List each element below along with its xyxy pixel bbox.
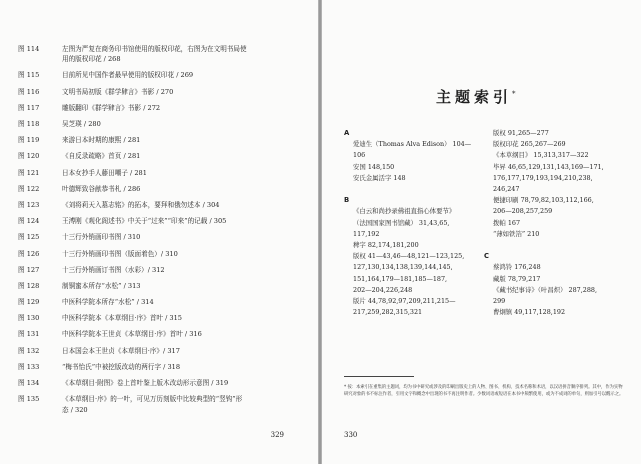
index-entry-line: “薄如铁箔” 210 <box>493 229 540 238</box>
index-section-letter: C <box>484 252 489 261</box>
figure-caption-line: 日本女抄手人藤田嘲子 / 281 <box>62 168 147 177</box>
figure-caption <box>62 70 304 80</box>
index-entry <box>484 195 624 217</box>
index-entry <box>344 296 494 318</box>
index-spacer <box>344 184 494 195</box>
index-entry-line: 127,130,134,138,139,144,145, <box>353 263 453 272</box>
figure-caption <box>62 297 304 307</box>
figure-list-item <box>18 184 304 194</box>
figure-number: 图 123 <box>18 200 40 209</box>
figure-caption-line: 中医科学院本《本草纲目·序》首叶 / 315 <box>62 314 183 323</box>
figure-caption <box>62 184 304 194</box>
figure-caption-line: 王溥刚《观化阁述书》中关于“过来”“印来”的记载 / 305 <box>62 217 227 226</box>
index-entry-line: 202—204,226,248 <box>353 285 413 294</box>
index-column-right <box>484 128 624 318</box>
index-entry-line: 《藏书纪事诗》（叶昌炽） 287,288, <box>493 285 597 294</box>
figure-caption <box>62 346 304 356</box>
figure-caption-line: 目前所见中国作者最早使用的版权印花 / 269 <box>62 71 194 80</box>
index-entry <box>484 139 624 150</box>
index-entry <box>484 274 624 285</box>
index-section-letter: A <box>344 129 350 137</box>
index-section-letter: B <box>344 196 350 205</box>
index-entry-line: 206—208,257,259 <box>493 207 553 216</box>
figure-caption-line: 《刘将莉天入墓志铭》的拓本，要拜和俄勿述本 / 304 <box>62 200 220 209</box>
figure-number: 图 133 <box>18 362 40 371</box>
index-entry-line: 版片 44,78,92,97,209,211,215— <box>353 297 456 306</box>
figure-list-item <box>18 329 304 339</box>
figure-list-item <box>18 216 304 226</box>
figure-caption <box>62 103 304 113</box>
right-page-number: 330 <box>344 431 358 439</box>
index-entry <box>484 285 624 307</box>
figure-number: 图 132 <box>18 346 40 355</box>
figure-number: 图 135 <box>18 395 40 404</box>
index-entry-line: 安国 148,150 <box>353 162 395 171</box>
figure-number: 图 116 <box>18 87 40 96</box>
figure-number: 图 117 <box>18 103 40 112</box>
figure-list-item <box>18 346 304 356</box>
figure-number: 图 119 <box>18 136 40 145</box>
figure-caption-line: “梅书怡氏”中被挖版改动的两行字 / 318 <box>62 362 181 371</box>
index-column-left <box>344 128 494 318</box>
figure-caption <box>62 135 304 145</box>
figure-caption-line: 来游日本时期的康熙 / 281 <box>62 136 141 145</box>
figure-caption-line: 日本国会本王世贞《本草纲目·序》/ 317 <box>62 346 180 355</box>
index-entry-line: 稗字 82,174,181,200 <box>353 241 419 250</box>
index-entry <box>484 162 624 196</box>
index-title-mark: * <box>512 90 516 98</box>
left-page <box>0 0 318 464</box>
index-entry <box>344 240 494 251</box>
figure-caption <box>62 378 304 388</box>
figure-caption <box>62 168 304 178</box>
figure-caption <box>62 200 304 210</box>
index-title <box>436 86 516 107</box>
figure-caption <box>62 119 304 129</box>
index-entry <box>344 251 494 296</box>
figure-number: 图 131 <box>18 330 40 339</box>
figure-list-item <box>18 70 304 80</box>
figure-list-item <box>18 87 304 97</box>
figure-list-item <box>18 103 304 113</box>
figure-caption-line: 《本草纲目·序》的一叶，可见万历刻版中比较典型的“竖钩”形 <box>62 395 243 404</box>
index-entry-line: 安氏金属活字 148 <box>353 173 406 182</box>
figure-caption-line: 制铜蜜本所存“水松” / 313 <box>62 281 141 290</box>
footnote: * 按：本索引在重集的主题词，均为书中研究或涉及的印刷出版史上的人物、图书、机构、技术名称和术语，以汉语拼音顺序排列。其中，作为实物研究对象的书不标注作者，引用文字和概念中出现的书不再注明作者。少数词语或短语在本书中频繁使用，或为不成词的单句，则加引号以醒示之。 <box>344 385 624 398</box>
index-entry <box>484 218 624 229</box>
figure-number: 图 128 <box>18 281 40 290</box>
index-entry-line: 版权 41—43,46—48,121—123,125, <box>353 252 465 261</box>
right-page <box>322 0 641 464</box>
figure-caption-line: 左图为严复在商务印书馆使用的版权印花，右图为在文明书局使 <box>62 45 247 53</box>
figure-list-item <box>18 200 304 210</box>
figure-caption <box>62 232 304 242</box>
index-entry-line: 蔡鸿铃 176,248 <box>493 263 541 272</box>
index-entry-line: 爱迪生（Thomas Alva Edison） 104— <box>353 140 472 149</box>
index-entry <box>484 150 624 161</box>
figure-number: 图 126 <box>18 249 40 258</box>
index-entry-line: 藏版 78,79,217 <box>493 274 541 283</box>
figure-list-item <box>18 232 304 242</box>
figure-list-item <box>18 265 304 275</box>
index-entry-line: 106 <box>353 151 366 160</box>
index-entry-line: 217,259,282,315,321 <box>353 308 423 317</box>
figure-list-item <box>18 168 304 178</box>
figure-list-item <box>18 44 304 65</box>
figure-number: 图 115 <box>18 71 40 80</box>
index-entry-line: 117,192 <box>353 229 380 238</box>
figure-number: 图 121 <box>18 168 40 177</box>
footnote-rule <box>344 376 414 377</box>
index-entry-line: 毕昇 46,65,129,131,143,169—171, <box>493 162 604 171</box>
figure-list-item <box>18 378 304 388</box>
figure-caption <box>62 87 304 97</box>
index-entry-line: （法国国家图书馆藏） 31,43,65, <box>353 218 450 227</box>
index-entry-line: 《白云和尚抄录佛祖直指心体要节》 <box>353 207 456 216</box>
figure-caption-line: 雕版翻印《群学肄言》书影 / 272 <box>62 103 161 112</box>
figure-list <box>18 44 304 421</box>
index-entry <box>484 229 624 240</box>
figure-number: 图 127 <box>18 265 40 274</box>
figure-list-item <box>18 281 304 291</box>
figure-caption-line: 《自反录疏略》首页 / 281 <box>62 152 141 161</box>
figure-list-item <box>18 119 304 129</box>
figure-caption-line: 十三行外销画印书图（版面着色）/ 310 <box>62 249 178 258</box>
figure-caption-line: 《本草纲目·附图》卷上首叶鉴上版木改动形示意图 / 319 <box>62 379 229 388</box>
index-entry-line: 246,247 <box>493 185 520 194</box>
index-entry <box>484 307 624 318</box>
figure-caption <box>62 249 304 259</box>
figure-caption-line: 文明书局初版《群学肄言》书影 / 270 <box>62 87 174 96</box>
figure-caption <box>62 44 304 65</box>
figure-caption-line: 吴芝瑛 / 280 <box>62 120 101 129</box>
index-entry-line: 151,164,179—181,185—187, <box>353 274 448 283</box>
figure-caption-line: 叶德辉致谷献恭书札 / 286 <box>62 184 141 193</box>
figure-number: 图 125 <box>18 233 40 242</box>
figure-number: 图 129 <box>18 298 40 307</box>
figure-list-item <box>18 362 304 372</box>
index-entry-line: 版权印花 265,267—269 <box>493 140 566 149</box>
figure-number: 图 122 <box>18 184 40 193</box>
figure-number: 图 118 <box>18 120 40 129</box>
figure-caption-line: 用的版权印花 / 268 <box>62 55 121 64</box>
index-entry-line: 便捷印刷 78,79,82,103,112,166, <box>493 196 594 205</box>
figure-list-item <box>18 151 304 161</box>
figure-caption-line: 十三行外销画印书图 / 310 <box>62 233 141 242</box>
index-entry <box>344 162 494 173</box>
figure-number: 图 114 <box>18 45 40 53</box>
index-entry-line: 176,177,179,193,194,210,238, <box>493 173 593 182</box>
figure-caption-line: 中医科学院本王世贞《本草纲目·序》首叶 / 316 <box>62 330 202 339</box>
index-spacer <box>484 240 624 251</box>
figure-caption <box>62 329 304 339</box>
figure-number: 图 130 <box>18 314 40 323</box>
index-entry-line: 299 <box>493 297 506 306</box>
left-page-number: 329 <box>270 431 284 439</box>
figure-number: 图 120 <box>18 152 40 161</box>
figure-list-item <box>18 297 304 307</box>
figure-caption <box>62 281 304 291</box>
index-entry <box>484 262 624 273</box>
index-entry <box>344 139 494 161</box>
figure-number: 图 124 <box>18 217 40 226</box>
figure-caption <box>62 362 304 372</box>
index-entry-line: 《本草纲目》 15,313,317—322 <box>493 151 589 160</box>
figure-caption <box>62 313 304 323</box>
figure-list-item <box>18 249 304 259</box>
figure-number: 图 134 <box>18 379 40 388</box>
figure-caption-line: 十三行外销画订书图（水彩）/ 312 <box>62 265 165 274</box>
index-entry <box>484 128 624 139</box>
figure-caption <box>62 394 304 415</box>
index-entry-line: 版权 91,265—277 <box>493 129 549 137</box>
index-entry-line: 曹炯镇 49,117,128,192 <box>493 308 566 317</box>
figure-list-item <box>18 135 304 145</box>
index-entry <box>344 206 494 240</box>
index-entry-line: 拨帕 167 <box>493 218 521 227</box>
figure-caption-line: 态 / 320 <box>62 405 88 414</box>
figure-list-item <box>18 394 304 415</box>
figure-caption <box>62 216 304 226</box>
index-title-text: 主题索引 <box>436 88 513 106</box>
figure-list-item <box>18 313 304 323</box>
index-entry <box>344 173 494 184</box>
figure-caption <box>62 151 304 161</box>
figure-caption-line: 中医科学院本所存“水松” / 314 <box>62 298 154 307</box>
figure-caption <box>62 265 304 275</box>
